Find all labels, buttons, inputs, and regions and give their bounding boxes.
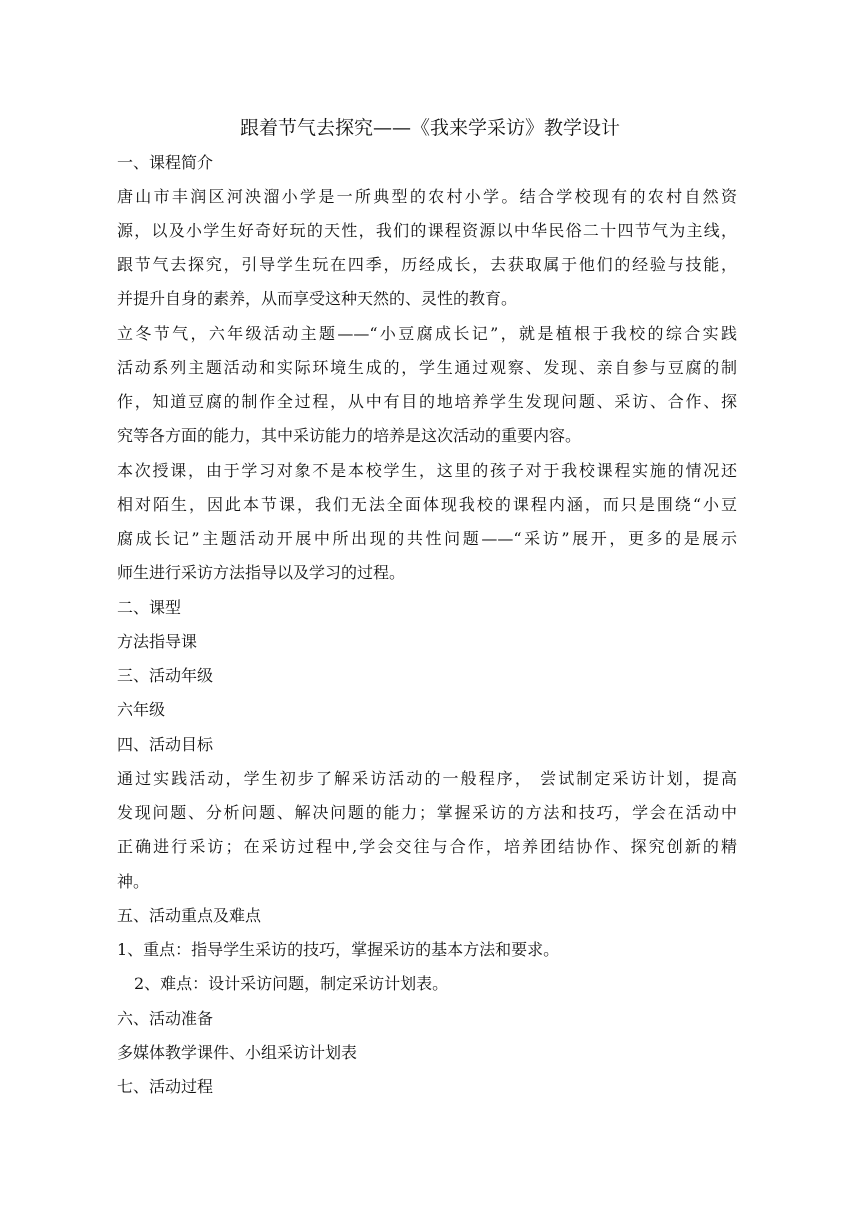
paragraph-line: 源，以及小学生好奇好玩的天性，我们的课程资源以中华民俗二十四节气为主线，	[117, 221, 737, 240]
paragraph-line: 本次授课，由于学习对象不是本校学生，这里的孩子对于我校课程实施的情况还	[117, 461, 737, 480]
paragraph-line: 神。	[117, 872, 150, 891]
section-heading-preparation: 六、活动准备	[117, 1009, 214, 1028]
document-title: 跟着节气去探究——《我来学采访》教学设计	[239, 117, 620, 139]
section-heading-objectives: 四、活动目标	[117, 735, 214, 754]
section-heading-grade: 三、活动年级	[117, 666, 214, 685]
paragraph-line: 1、重点：指导学生采访的技巧，掌握采访的基本方法和要求。	[117, 940, 560, 959]
paragraph-line: 多媒体教学课件、小组采访计划表	[117, 1043, 358, 1062]
paragraph-line: 活动系列主题活动和实际环境生成的，学生通过观察、发现、亲自参与豆腐的制	[117, 358, 737, 377]
section-heading-course-type: 二、课型	[117, 598, 182, 617]
section-heading-process: 七、活动过程	[117, 1077, 214, 1096]
paragraph-line: 发现问题、分析问题、解决问题的能力；掌握采访的方法和技巧，学会在活动中	[117, 803, 737, 822]
paragraph-line: 立冬节气，六年级活动主题——“小豆腐成长记”，就是植根于我校的综合实践	[117, 324, 737, 343]
paragraph-line: 究等各方面的能力，其中采访能力的培养是这次活动的重要内容。	[117, 426, 582, 445]
paragraph-line: 作，知道豆腐的制作全过程，从中有目的地培养学生发现问题、采访、合作、探	[117, 392, 737, 411]
paragraph-line: 2、难点：设计采访问题，制定采访计划表。	[134, 974, 449, 993]
paragraph-line: 腐成长记”主题活动开展中所出现的共性问题——“采访”展开，更多的是展示	[117, 529, 737, 548]
paragraph-line: 唐山市丰润区河泱溜小学是一所典型的农村小学。结合学校现有的农村自然资	[117, 187, 737, 206]
paragraph-line: 正确进行采访；在采访过程中,学会交往与合作，培养团结协作、探究创新的精	[117, 837, 737, 856]
section-heading-key-points: 五、活动重点及难点	[117, 906, 262, 925]
paragraph-line: 通过实践活动，学生初步了解采访活动的一般程序， 尝试制定采访计划，提高	[117, 769, 737, 788]
paragraph-line: 师生进行采访方法指导以及学习的过程。	[117, 563, 406, 582]
paragraph-line: 跟节气去探究，引导学生玩在四季，历经成长，去获取属于他们的经验与技能，	[117, 255, 737, 274]
paragraph-line: 相对陌生，因此本节课，我们无法全面体现我校的课程内涵，而只是围绕“小豆	[117, 495, 737, 514]
section-heading-course-intro: 一、课程简介	[117, 153, 214, 172]
paragraph-line: 六年级	[117, 700, 166, 719]
paragraph-line: 方法指导课	[117, 632, 198, 651]
paragraph-line: 并提升自身的素养，从而享受这种天然的、灵性的教育。	[117, 289, 518, 308]
